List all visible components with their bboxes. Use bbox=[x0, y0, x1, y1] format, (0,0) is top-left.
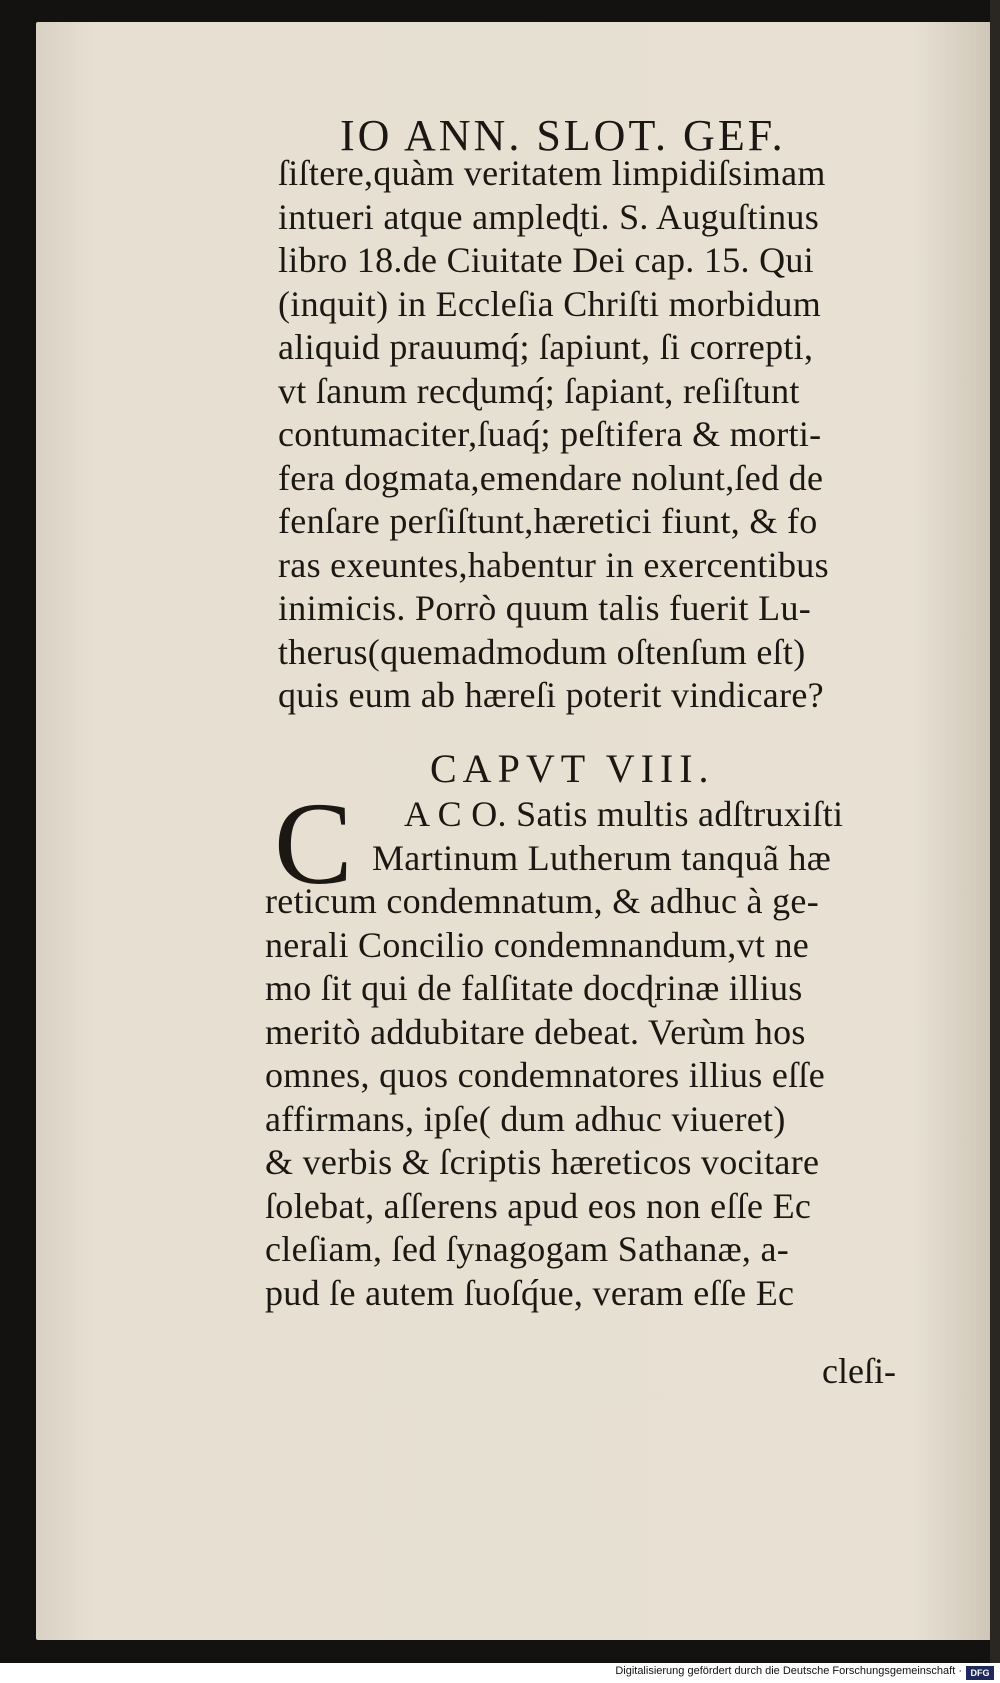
text-line: contumaciter,ſuaq́; peſtifera & morti- bbox=[278, 414, 822, 454]
running-header: IO ANN. SLOT. GEF. bbox=[340, 111, 786, 160]
text-line: Martinum Lutherum tanquã hæ bbox=[372, 837, 832, 878]
page-edge bbox=[990, 0, 1000, 1683]
text-line: affirmans, ipſe( dum adhuc viueret) bbox=[265, 1098, 786, 1139]
text-line: meritò addubitare debeat. Verùm hos bbox=[265, 1011, 806, 1052]
drop-initial: C bbox=[274, 778, 353, 909]
text-line: reticum condemnatum, & adhuc à ge- bbox=[265, 881, 819, 921]
text-line: nerali Concilio condemnandum,vt ne bbox=[265, 924, 810, 965]
text-line: mo ſit qui de falſitate docɖrinæ illius bbox=[265, 968, 803, 1008]
chapter-heading: CAPVT VIII. bbox=[430, 746, 715, 791]
text-line: libro 18.de Ciuitate Dei cap. 15. Qui bbox=[278, 240, 814, 280]
text-line: (inquit) in Eccleſia Chriſti morbidum bbox=[278, 283, 821, 324]
text-line: omnes, quos condemnatores illius eſſe bbox=[265, 1055, 825, 1095]
text-line: & verbis & ſcriptis hæreticos vocitare bbox=[265, 1142, 820, 1182]
text-line: cleſiam, ſed ſynagogam Sathanæ, a- bbox=[265, 1229, 790, 1269]
text-line: therus(quemadmodum oſtenſum eſt) bbox=[278, 631, 806, 672]
text-line: quis eum ab hæreſi poterit vindicare? bbox=[278, 675, 824, 715]
text-line: A C O. Satis multis adſtruxiſti bbox=[404, 794, 844, 834]
text-line: intueri atque ampleɖti. S. Auguſtinus bbox=[278, 196, 820, 237]
text-line: ſiſtere,quàm veritatem limpidiſsimam bbox=[278, 153, 826, 193]
text-line: pud ſe autem ſuoſq́ue, veram eſſe Ec bbox=[265, 1272, 795, 1313]
text-line: vt ſanum recɖumq́; ſapiant, reſiſtunt bbox=[278, 370, 800, 411]
text-line: fera dogmata,emendare nolunt,ſed de bbox=[278, 457, 824, 498]
dfg-logo: DFG bbox=[966, 1666, 994, 1680]
text-line: inimicis. Porrò quum talis fuerit Lu- bbox=[278, 588, 812, 628]
text-line: ras exeuntes,habentur in exercentibus bbox=[278, 544, 829, 585]
text-line: aliquid prauumq́; ſapiunt, ſi correpti, bbox=[278, 327, 814, 367]
catchword: cleſi- bbox=[822, 1351, 896, 1391]
footer-credit: Digitalisierung gefördert durch die Deutsche Forschungsgemeinschaft · bbox=[615, 1665, 962, 1677]
text-line: ſolebat, aſſerens apud eos non eſſe Ec bbox=[265, 1185, 812, 1226]
text-line: fenſare perſiſtunt,hæretici fiunt, & fo bbox=[278, 501, 818, 541]
